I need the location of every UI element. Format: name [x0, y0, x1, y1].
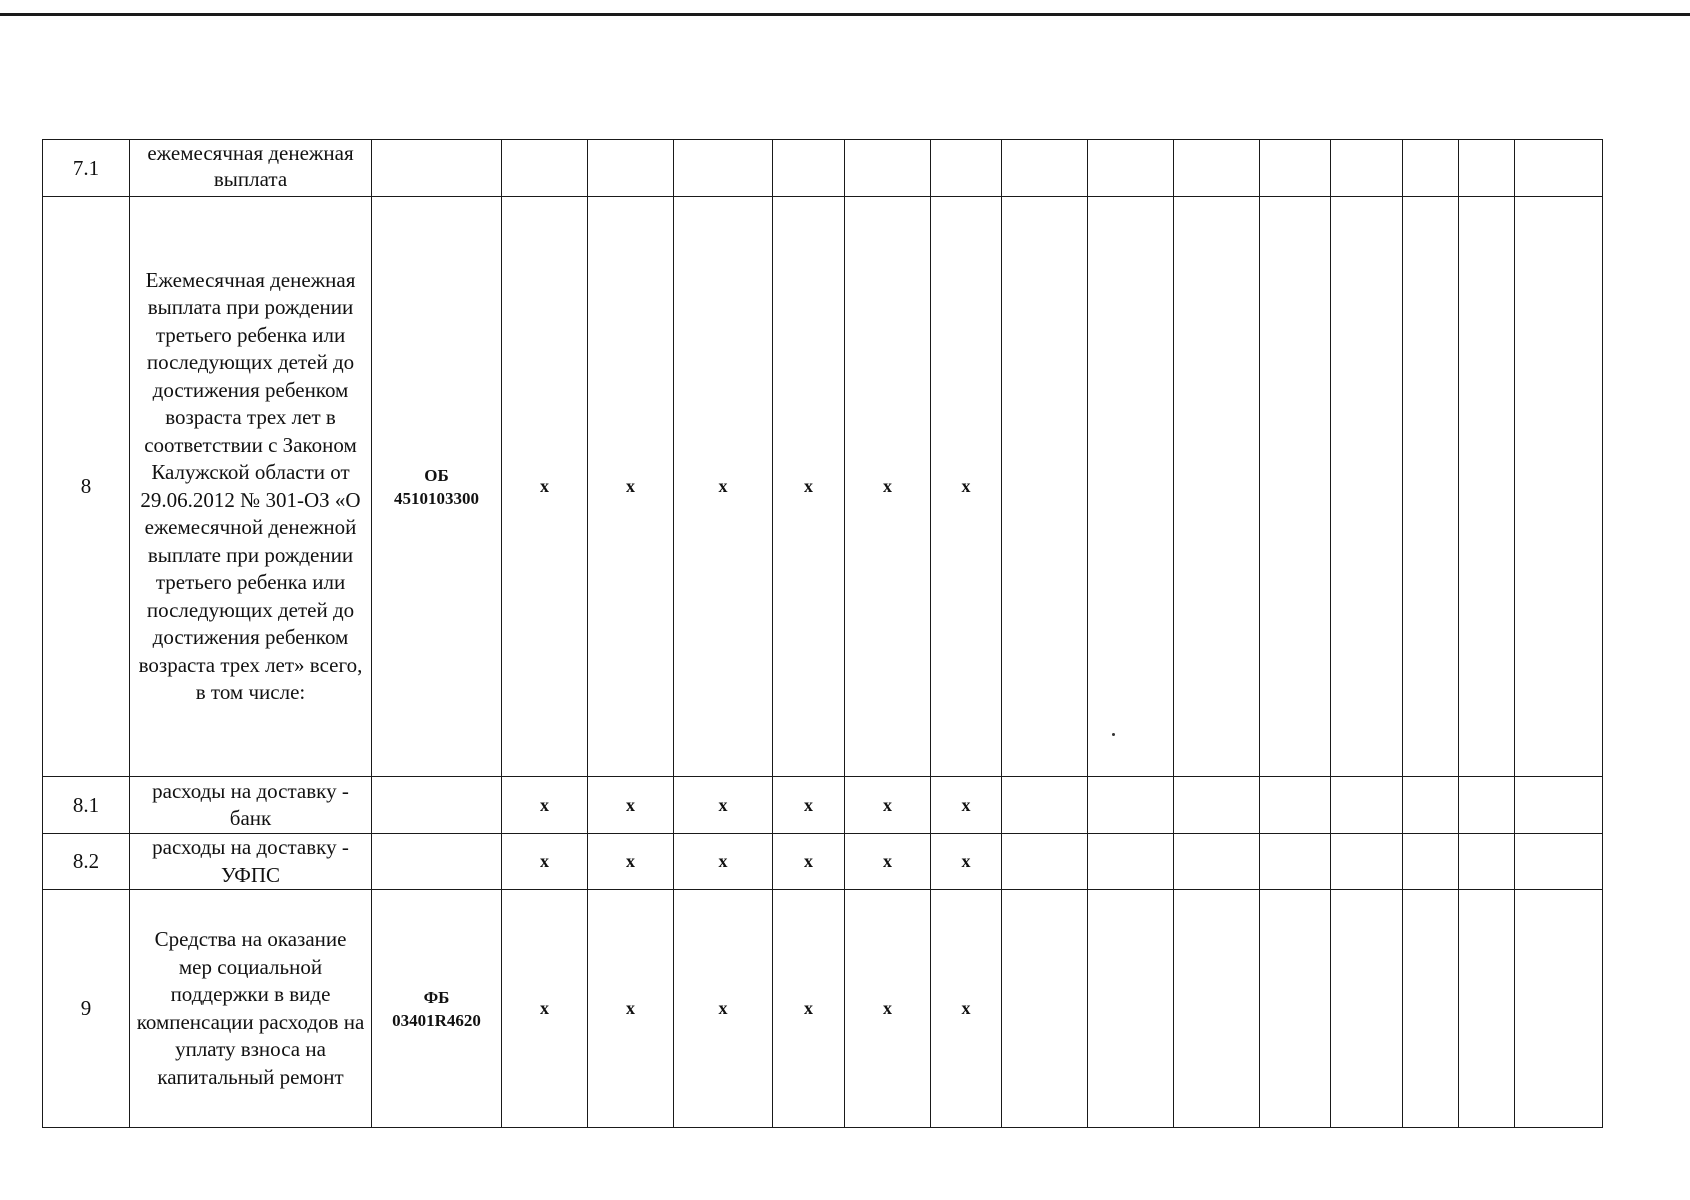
mark-cell: [674, 140, 773, 197]
budget-code-number: 4510103300: [394, 488, 479, 508]
row-name-cell: Средства на оказание мер социальной поддержки в виде компенсации расходов на уплату взноса на капитальный ремонт: [130, 890, 372, 1128]
mark-cell: x: [674, 777, 773, 834]
mark-cell: x: [773, 834, 845, 890]
empty-cell: [1459, 890, 1515, 1128]
mark-cell: x: [674, 197, 773, 777]
scan-speck: [1112, 733, 1115, 736]
empty-cell: [1088, 834, 1174, 890]
empty-cell: [1403, 197, 1459, 777]
budget-code-cell: [372, 834, 502, 890]
mark-cell: x: [931, 197, 1002, 777]
table-row: [43, 834, 1603, 890]
empty-cell: [1260, 777, 1331, 834]
mark-cell: x: [845, 834, 931, 890]
budget-code-cell: [372, 777, 502, 834]
empty-cell: [1331, 197, 1403, 777]
budget-code-source: ФБ: [423, 987, 450, 1007]
empty-cell: [1515, 777, 1603, 834]
mark-cell: x: [588, 890, 674, 1128]
empty-cell: [1002, 834, 1088, 890]
row-name-cell: расходы на доставку - УФПС: [130, 834, 372, 890]
mark-cell: x: [845, 890, 931, 1128]
empty-cell: [1174, 140, 1260, 197]
budget-code-number: 03401R4620: [392, 1010, 481, 1030]
budget-code-cell: [372, 197, 502, 777]
mark-cell: [845, 140, 931, 197]
row-number-cell: 8: [43, 197, 130, 777]
empty-cell: [1088, 890, 1174, 1128]
table-row: [43, 140, 1603, 197]
empty-cell: [1331, 890, 1403, 1128]
mark-cell: [588, 140, 674, 197]
mark-cell: x: [674, 890, 773, 1128]
empty-cell: [1002, 777, 1088, 834]
empty-cell: [1459, 140, 1515, 197]
empty-cell: [1515, 197, 1603, 777]
empty-cell: [1260, 140, 1331, 197]
row-name-cell: Ежемесячная денежная выплата при рождении третьего ребенка или последующих детей до достижения ребенком возраста трех лет в соответствии с Законом Калужской области от 29.06.2012 № 301-ОЗ «О ежемесячной денежной выплате при рождении третьего ребенка или последующих детей до достижения ребенком возраста трех лет» всего, в том числе:: [130, 197, 372, 777]
empty-cell: [1403, 140, 1459, 197]
row-number-cell: 9: [43, 890, 130, 1128]
budget-code-cell: [372, 140, 502, 197]
empty-cell: [1459, 197, 1515, 777]
empty-cell: [1515, 834, 1603, 890]
row-number-cell: 8.1: [43, 777, 130, 834]
empty-cell: [1088, 140, 1174, 197]
mark-cell: x: [674, 834, 773, 890]
empty-cell: [1088, 777, 1174, 834]
empty-cell: [1459, 777, 1515, 834]
empty-cell: [1403, 890, 1459, 1128]
mark-cell: x: [773, 197, 845, 777]
empty-cell: [1459, 834, 1515, 890]
budget-code-source: ОБ: [424, 465, 449, 485]
mark-cell: x: [773, 890, 845, 1128]
mark-cell: x: [845, 777, 931, 834]
empty-cell: [1002, 140, 1088, 197]
mark-cell: x: [588, 777, 674, 834]
empty-cell: [1088, 197, 1174, 777]
empty-cell: [1260, 890, 1331, 1128]
empty-cell: [1515, 890, 1603, 1128]
mark-cell: [502, 140, 588, 197]
empty-cell: [1331, 834, 1403, 890]
mark-cell: x: [502, 777, 588, 834]
table-row: [43, 890, 1603, 1128]
mark-cell: x: [931, 834, 1002, 890]
empty-cell: [1331, 777, 1403, 834]
empty-cell: [1260, 834, 1331, 890]
empty-cell: [1174, 777, 1260, 834]
mark-cell: x: [588, 197, 674, 777]
row-name-cell: расходы на доставку - банк: [130, 777, 372, 834]
row-number-cell: 8.2: [43, 834, 130, 890]
mark-cell: x: [845, 197, 931, 777]
empty-cell: [1403, 777, 1459, 834]
mark-cell: x: [588, 834, 674, 890]
mark-cell: x: [502, 834, 588, 890]
empty-cell: [1331, 140, 1403, 197]
mark-cell: x: [773, 777, 845, 834]
document-table: [42, 139, 1603, 1128]
empty-cell: [1002, 197, 1088, 777]
budget-code-cell: [372, 890, 502, 1128]
table-row: [43, 777, 1603, 834]
empty-cell: [1174, 197, 1260, 777]
empty-cell: [1403, 834, 1459, 890]
mark-cell: x: [502, 197, 588, 777]
empty-cell: [1515, 140, 1603, 197]
row-number-cell: 7.1: [43, 140, 130, 197]
empty-cell: [1174, 834, 1260, 890]
empty-cell: [1174, 890, 1260, 1128]
mark-cell: x: [502, 890, 588, 1128]
empty-cell: [1260, 197, 1331, 777]
mark-cell: x: [931, 890, 1002, 1128]
row-name-cell: ежемесячная денежная выплата: [130, 140, 372, 197]
mark-cell: [931, 140, 1002, 197]
table-row: [43, 197, 1603, 777]
mark-cell: [773, 140, 845, 197]
mark-cell: x: [931, 777, 1002, 834]
empty-cell: [1002, 890, 1088, 1128]
top-rule: [0, 13, 1690, 16]
